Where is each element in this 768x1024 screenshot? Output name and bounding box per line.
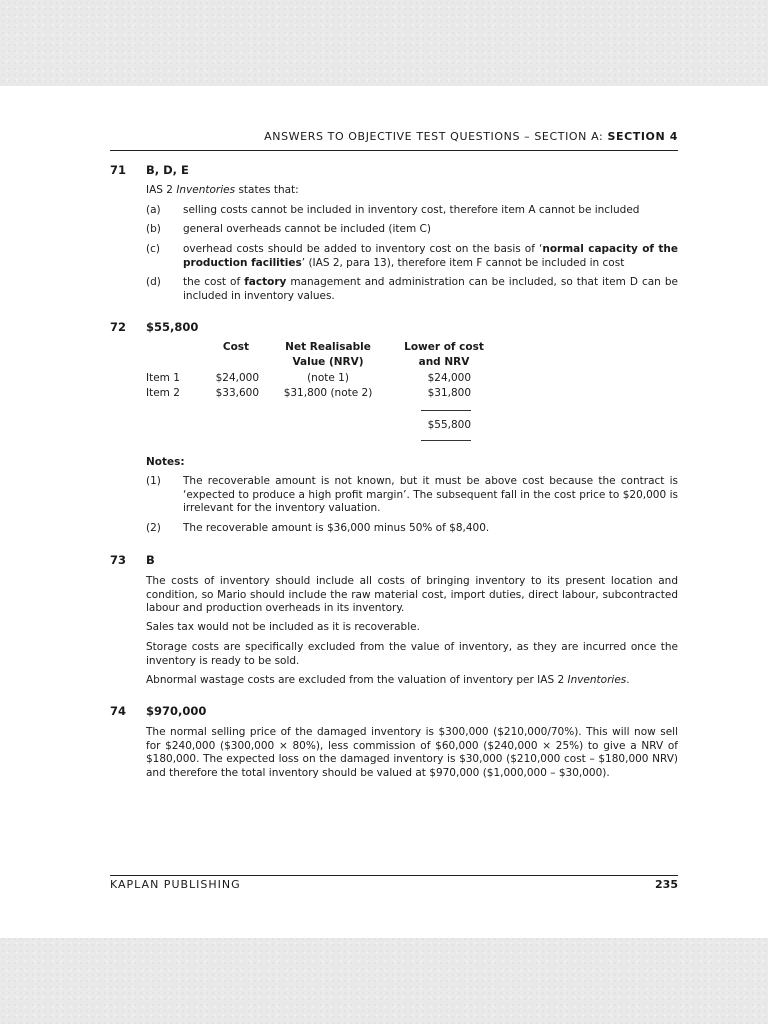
notes-heading: Notes: xyxy=(146,456,185,468)
q73-paragraph-1: The costs of inventory should include all costs of bringing inventory to its present location and condition, so Mario should include the raw material cost, import duties, direct labour, subcontracted labour and production overheads in its inventory. xyxy=(146,575,678,615)
total-rule-top xyxy=(421,410,471,411)
row2-lower: $31,800 xyxy=(427,387,471,399)
question-71-answer: B, D, E xyxy=(146,163,189,177)
running-header xyxy=(110,130,678,151)
q73-paragraph-2: Sales tax would not be included as it is recoverable. xyxy=(146,621,420,633)
item-c-text: overhead costs should be added to inventory cost on the basis of ‘normal capacity of the production facilities’ (IAS 2, para 13), therefore item F cannot be included in cost xyxy=(183,243,678,269)
col-header-lower-2: and NRV xyxy=(418,356,470,368)
q73-paragraph-4: Abnormal wastage costs are excluded from the valuation of inventory per IAS 2 Inventories. xyxy=(146,674,630,686)
table-total: $55,800 xyxy=(427,419,471,431)
row2-label: Item 2 xyxy=(146,387,180,399)
question-71-number: 71 xyxy=(110,163,127,177)
note-1-text: The recoverable amount is not known, but it must be above cost because the contract is ‘expected to produce a high profit margin’. The subsequent fall in the cost price to $20,000 is irrelevant for the inventory valuation. xyxy=(183,475,678,515)
col-header-nrv-2: Value (NRV) xyxy=(292,356,364,368)
question-74-answer: $970,000 xyxy=(146,704,207,718)
note-2-text: The recoverable amount is $36,000 minus 50% of $8,400. xyxy=(183,522,490,534)
row1-cost: $24,000 xyxy=(215,372,259,384)
publisher-name: KAPLAN PUBLISHING xyxy=(110,878,241,891)
total-rule-bottom xyxy=(421,440,471,441)
item-d-label: (d) xyxy=(146,276,161,288)
col-header-lower-1: Lower of cost xyxy=(404,341,484,353)
row1-label: Item 1 xyxy=(146,372,180,384)
question-72-answer: $55,800 xyxy=(146,320,199,334)
item-d-text: the cost of factory management and administration can be included, so that item D can be included in inventory values. xyxy=(183,276,678,302)
question-73-answer: B xyxy=(146,553,155,567)
page-number: 235 xyxy=(655,878,678,891)
footer-rule xyxy=(110,875,678,876)
item-b-text: general overheads cannot be included (item C) xyxy=(183,223,431,235)
row1-nrv: (note 1) xyxy=(307,372,349,384)
question-71-intro: IAS 2 Inventories states that: xyxy=(146,184,299,196)
row2-nrv: $31,800 (note 2) xyxy=(283,387,373,399)
q74-paragraph: The normal selling price of the damaged inventory is $300,000 ($210,000/70%). This will now sell for $240,000 ($300,000 × 80%), less commission of $60,000 ($240,000 × 25%) to give a NRV of $180,000. The expected loss on the damaged inventory is $30,000 ($210,000 cost – $180,000 NRV) and therefore the total inventory should be valued at $970,000 ($1,000,000 – $30,000). xyxy=(146,726,678,779)
col-header-nrv-1: Net Realisable xyxy=(285,341,371,353)
note-2-label: (2) xyxy=(146,522,161,534)
question-74-number: 74 xyxy=(110,704,127,718)
question-73-number: 73 xyxy=(110,553,127,567)
q73-paragraph-3: Storage costs are specifically excluded from the value of inventory, as they are incurred once the inventory is ready to be sold. xyxy=(146,641,678,667)
header-text: ANSWERS TO OBJECTIVE TEST QUESTIONS – SECTION A: xyxy=(264,130,608,143)
row1-lower: $24,000 xyxy=(427,372,471,384)
item-c-label: (c) xyxy=(146,243,160,255)
item-b-label: (b) xyxy=(146,223,161,235)
header-section: SECTION 4 xyxy=(607,130,678,143)
row2-cost: $33,600 xyxy=(215,387,259,399)
col-header-cost: Cost xyxy=(222,341,250,353)
note-1-label: (1) xyxy=(146,475,161,487)
item-a-label: (a) xyxy=(146,204,161,216)
item-a-text: selling costs cannot be included in inventory cost, therefore item A cannot be included xyxy=(183,204,640,216)
document-page xyxy=(0,86,768,938)
question-72-number: 72 xyxy=(110,320,127,334)
